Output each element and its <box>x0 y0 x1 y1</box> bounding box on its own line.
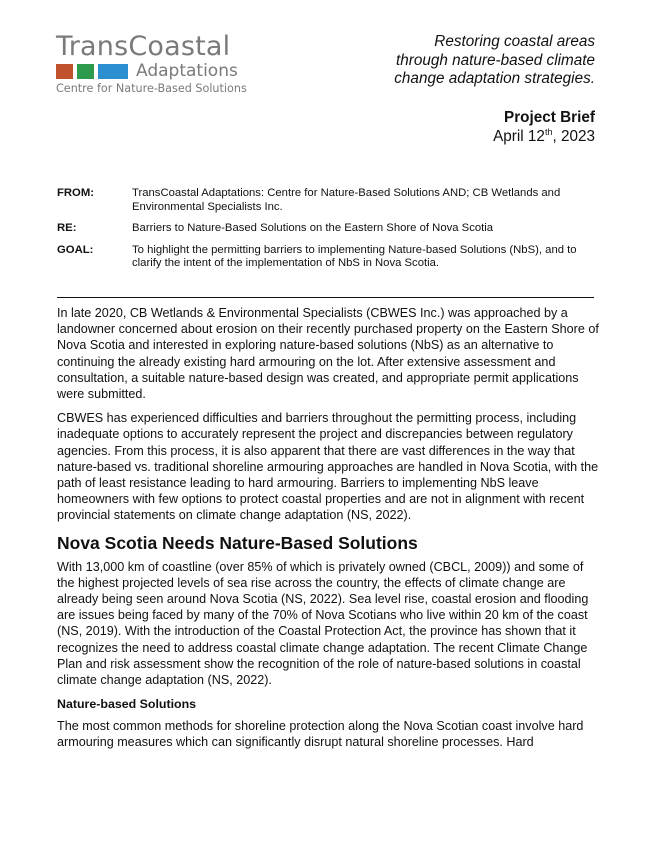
memo-label: GOAL: <box>57 243 94 256</box>
memo-label: RE: <box>57 222 77 234</box>
memo-value: Barriers to Nature-Based Solutions on the Eastern Shore of Nova Scotia <box>132 222 494 234</box>
memo-block <box>57 187 597 279</box>
logo-block-blue <box>98 64 128 79</box>
logo-row <box>56 62 246 80</box>
date-prefix: April 12 <box>493 127 545 145</box>
body-paragraph: The most common methods for shoreline protection along the Nova Scotian coast involve hard armouring measures which can significantly disrupt natural shoreline processes. Hard <box>57 719 584 750</box>
body-paragraph: In late 2020, CB Wetlands & Environmental Specialists (CBWES Inc.) was approached by a landowner concerned about erosion on their recently purchased property on the Eastern Shore of Nova Scotia and interested in exploring nature-based solutions (NbS) as an alternative to continuing the already existing hard armouring on the lot. After extensive assessment and consultation, a suitable nature-based design was created, and appropriate permit applications were submitted. <box>57 306 599 402</box>
horizontal-divider <box>57 297 594 298</box>
document-date <box>394 127 595 146</box>
header-tagline <box>394 33 595 89</box>
body-paragraph: CBWES has experienced difficulties and barriers throughout the permitting process, including inadequate options to accurately represent the project and discrepancies between regulatory agencies. From this process, it is also apparent that there are vast differences in the way that nature-based vs. traditional shoreline armouring approaches are handled in Nova Scotia, with the path of least resistance leading to hard armouring. Barriers to implementing NbS leave homeowners with few options to protect coastal properties and are not in alignment with recent provincial statements on climate change adaptation (NS, 2022). <box>57 411 599 523</box>
memo-row-goal <box>57 244 597 271</box>
header-right <box>394 33 595 146</box>
document-body <box>57 305 602 759</box>
logo-title: TransCoastal <box>56 31 231 62</box>
logo-block-green <box>77 64 94 79</box>
memo-label: FROM: <box>57 187 95 199</box>
section-heading: Nova Scotia Needs Nature-Based Solutions <box>57 532 418 553</box>
tagline-line: Restoring coastal areas <box>434 33 595 50</box>
logo-tagline: Centre for Nature-Based Solutions <box>56 82 247 95</box>
date-suffix: , 2023 <box>552 127 595 145</box>
date-superscript: th <box>544 126 553 137</box>
subsection-heading: Nature-based Solutions <box>57 697 197 712</box>
logo-block-orange <box>56 64 73 79</box>
memo-value: To highlight the permitting barriers to implementing Nature-based Solutions (NbS), and to clarify the intent of the implementation of NbS in Nova Scotia. <box>132 243 577 269</box>
body-paragraph: With 13,000 km of coastline (over 85% of which is privately owned (CBCL, 2009)) and some of the highest projected levels of sea rise across the country, the effects of climate change are already being seen around Nova Scotia (NS, 2022). Sea level rise, coastal erosion and flooding are issues being faced by many of the 70% of Nova Scotians who live within 20 km of the coast (NS, 2019). With the introduction of the Coastal Protection Act, the province has shown that it recognizes the need to address coastal climate change adaptation. The recent Climate Change Plan and risk assessment show the recognition of the role of nature-based solutions in coastal climate change adaptation (NS, 2022). <box>57 559 589 688</box>
tagline-line: change adaptation strategies. <box>394 70 595 87</box>
document-type: Project Brief <box>504 108 595 126</box>
memo-value: TransCoastal Adaptations: Centre for Nature-Based Solutions AND; CB Wetlands and Environmental Specialists Inc. <box>132 187 561 213</box>
tagline-line: through nature-based climate <box>396 51 595 69</box>
memo-row-re <box>57 222 597 236</box>
logo-subtitle: Adaptations <box>136 61 238 81</box>
transcoastal-logo <box>56 33 246 95</box>
memo-row-from <box>57 187 597 214</box>
